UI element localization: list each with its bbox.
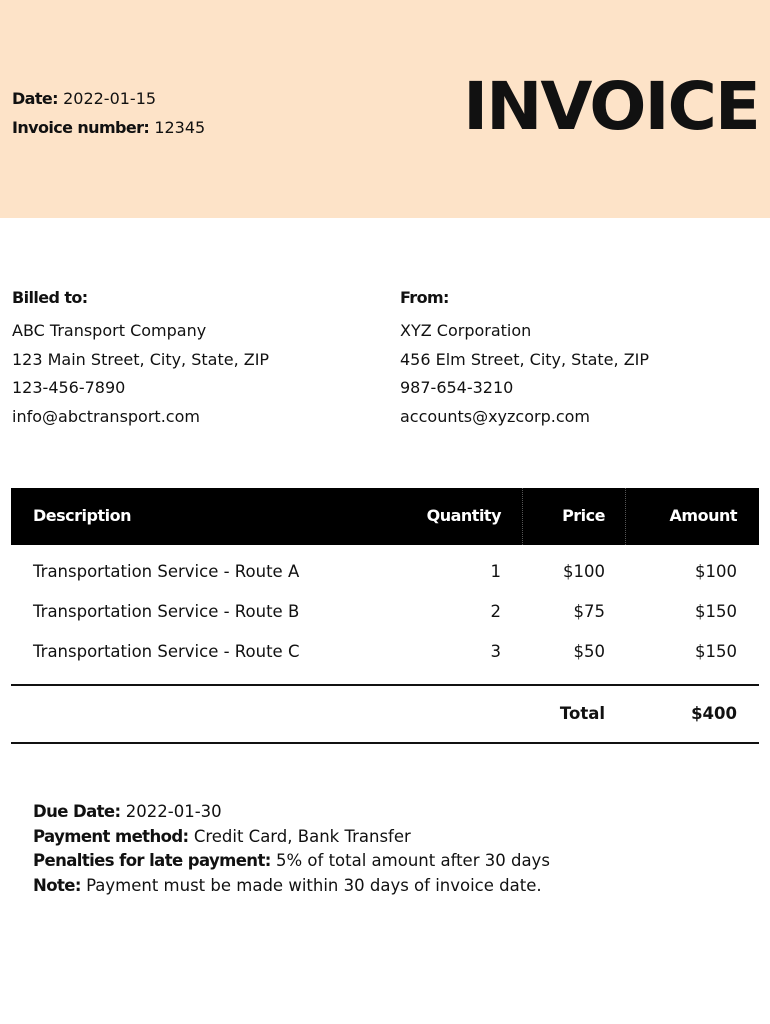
- billed-to-phone: 123-456-7890: [12, 378, 126, 397]
- row-amount: $150: [695, 602, 737, 621]
- billed-to-address: 123 Main Street, City, State, ZIP: [12, 349, 270, 369]
- note-value: Payment must be made within 30 days of invoice date.: [86, 875, 542, 895]
- from-block: [400, 288, 649, 431]
- total-value: $400: [691, 704, 737, 723]
- row-amount: $100: [695, 562, 737, 581]
- table-header: [11, 488, 759, 545]
- invoice-number-line: [12, 113, 205, 142]
- total-label: Total: [559, 704, 605, 723]
- due-date-value: 2022-01-30: [125, 802, 222, 821]
- header-band: [0, 0, 770, 218]
- line-items-table: [11, 488, 759, 744]
- note-label: Note:: [33, 875, 81, 895]
- column-header-price: Price: [562, 506, 605, 525]
- row-description: Transportation Service - Route C: [33, 642, 300, 661]
- row-description: Transportation Service - Route A: [33, 562, 300, 581]
- column-header-quantity: Quantity: [426, 506, 501, 525]
- invoice-number-value: 12345: [154, 118, 206, 137]
- row-quantity: 2: [490, 602, 501, 621]
- due-date-line: [33, 800, 550, 825]
- table-body: [11, 545, 759, 684]
- payment-terms: [33, 800, 550, 898]
- from-heading: From:: [400, 288, 449, 307]
- invoice-meta: [12, 84, 205, 142]
- row-quantity: 1: [490, 562, 501, 581]
- table-row: [11, 594, 759, 634]
- date-line: [12, 84, 205, 113]
- billed-to-block: [12, 288, 269, 431]
- payment-method-line: [33, 825, 550, 850]
- penalties-line: [33, 849, 550, 874]
- column-header-amount: Amount: [669, 506, 737, 525]
- row-amount: $150: [695, 642, 737, 661]
- due-date-label: Due Date:: [33, 802, 121, 821]
- table-row: [11, 634, 759, 674]
- payment-method-value: Credit Card, Bank Transfer: [193, 826, 411, 846]
- row-quantity: 3: [490, 642, 501, 661]
- penalties-label: Penalties for late payment:: [33, 851, 271, 870]
- billed-to-email: info@abctransport.com: [12, 406, 200, 426]
- penalties-value: 5% of total amount after 30 days: [276, 851, 550, 870]
- row-price: $100: [563, 562, 605, 581]
- row-price: $50: [573, 642, 605, 661]
- invoice-title: INVOICE: [463, 68, 759, 145]
- date-label: Date:: [12, 89, 58, 108]
- billed-to-name: ABC Transport Company: [12, 321, 207, 340]
- payment-method-label: Payment method:: [33, 826, 189, 846]
- from-phone: 987-654-3210: [400, 378, 514, 397]
- column-header-description: Description: [33, 506, 131, 525]
- table-row: [11, 554, 759, 594]
- total-divider-bottom: [11, 742, 759, 744]
- invoice-number-label: Invoice number:: [12, 118, 150, 137]
- row-description: Transportation Service - Route B: [33, 602, 300, 621]
- date-value: 2022-01-15: [63, 89, 157, 108]
- column-divider: [625, 488, 626, 545]
- note-line: [33, 874, 550, 899]
- billed-to-heading: Billed to:: [12, 288, 88, 307]
- column-divider: [522, 488, 523, 545]
- row-price: $75: [573, 602, 605, 621]
- from-address: 456 Elm Street, City, State, ZIP: [400, 349, 650, 369]
- total-row: [11, 686, 759, 742]
- from-email: accounts@xyzcorp.com: [400, 406, 590, 426]
- from-name: XYZ Corporation: [400, 321, 532, 340]
